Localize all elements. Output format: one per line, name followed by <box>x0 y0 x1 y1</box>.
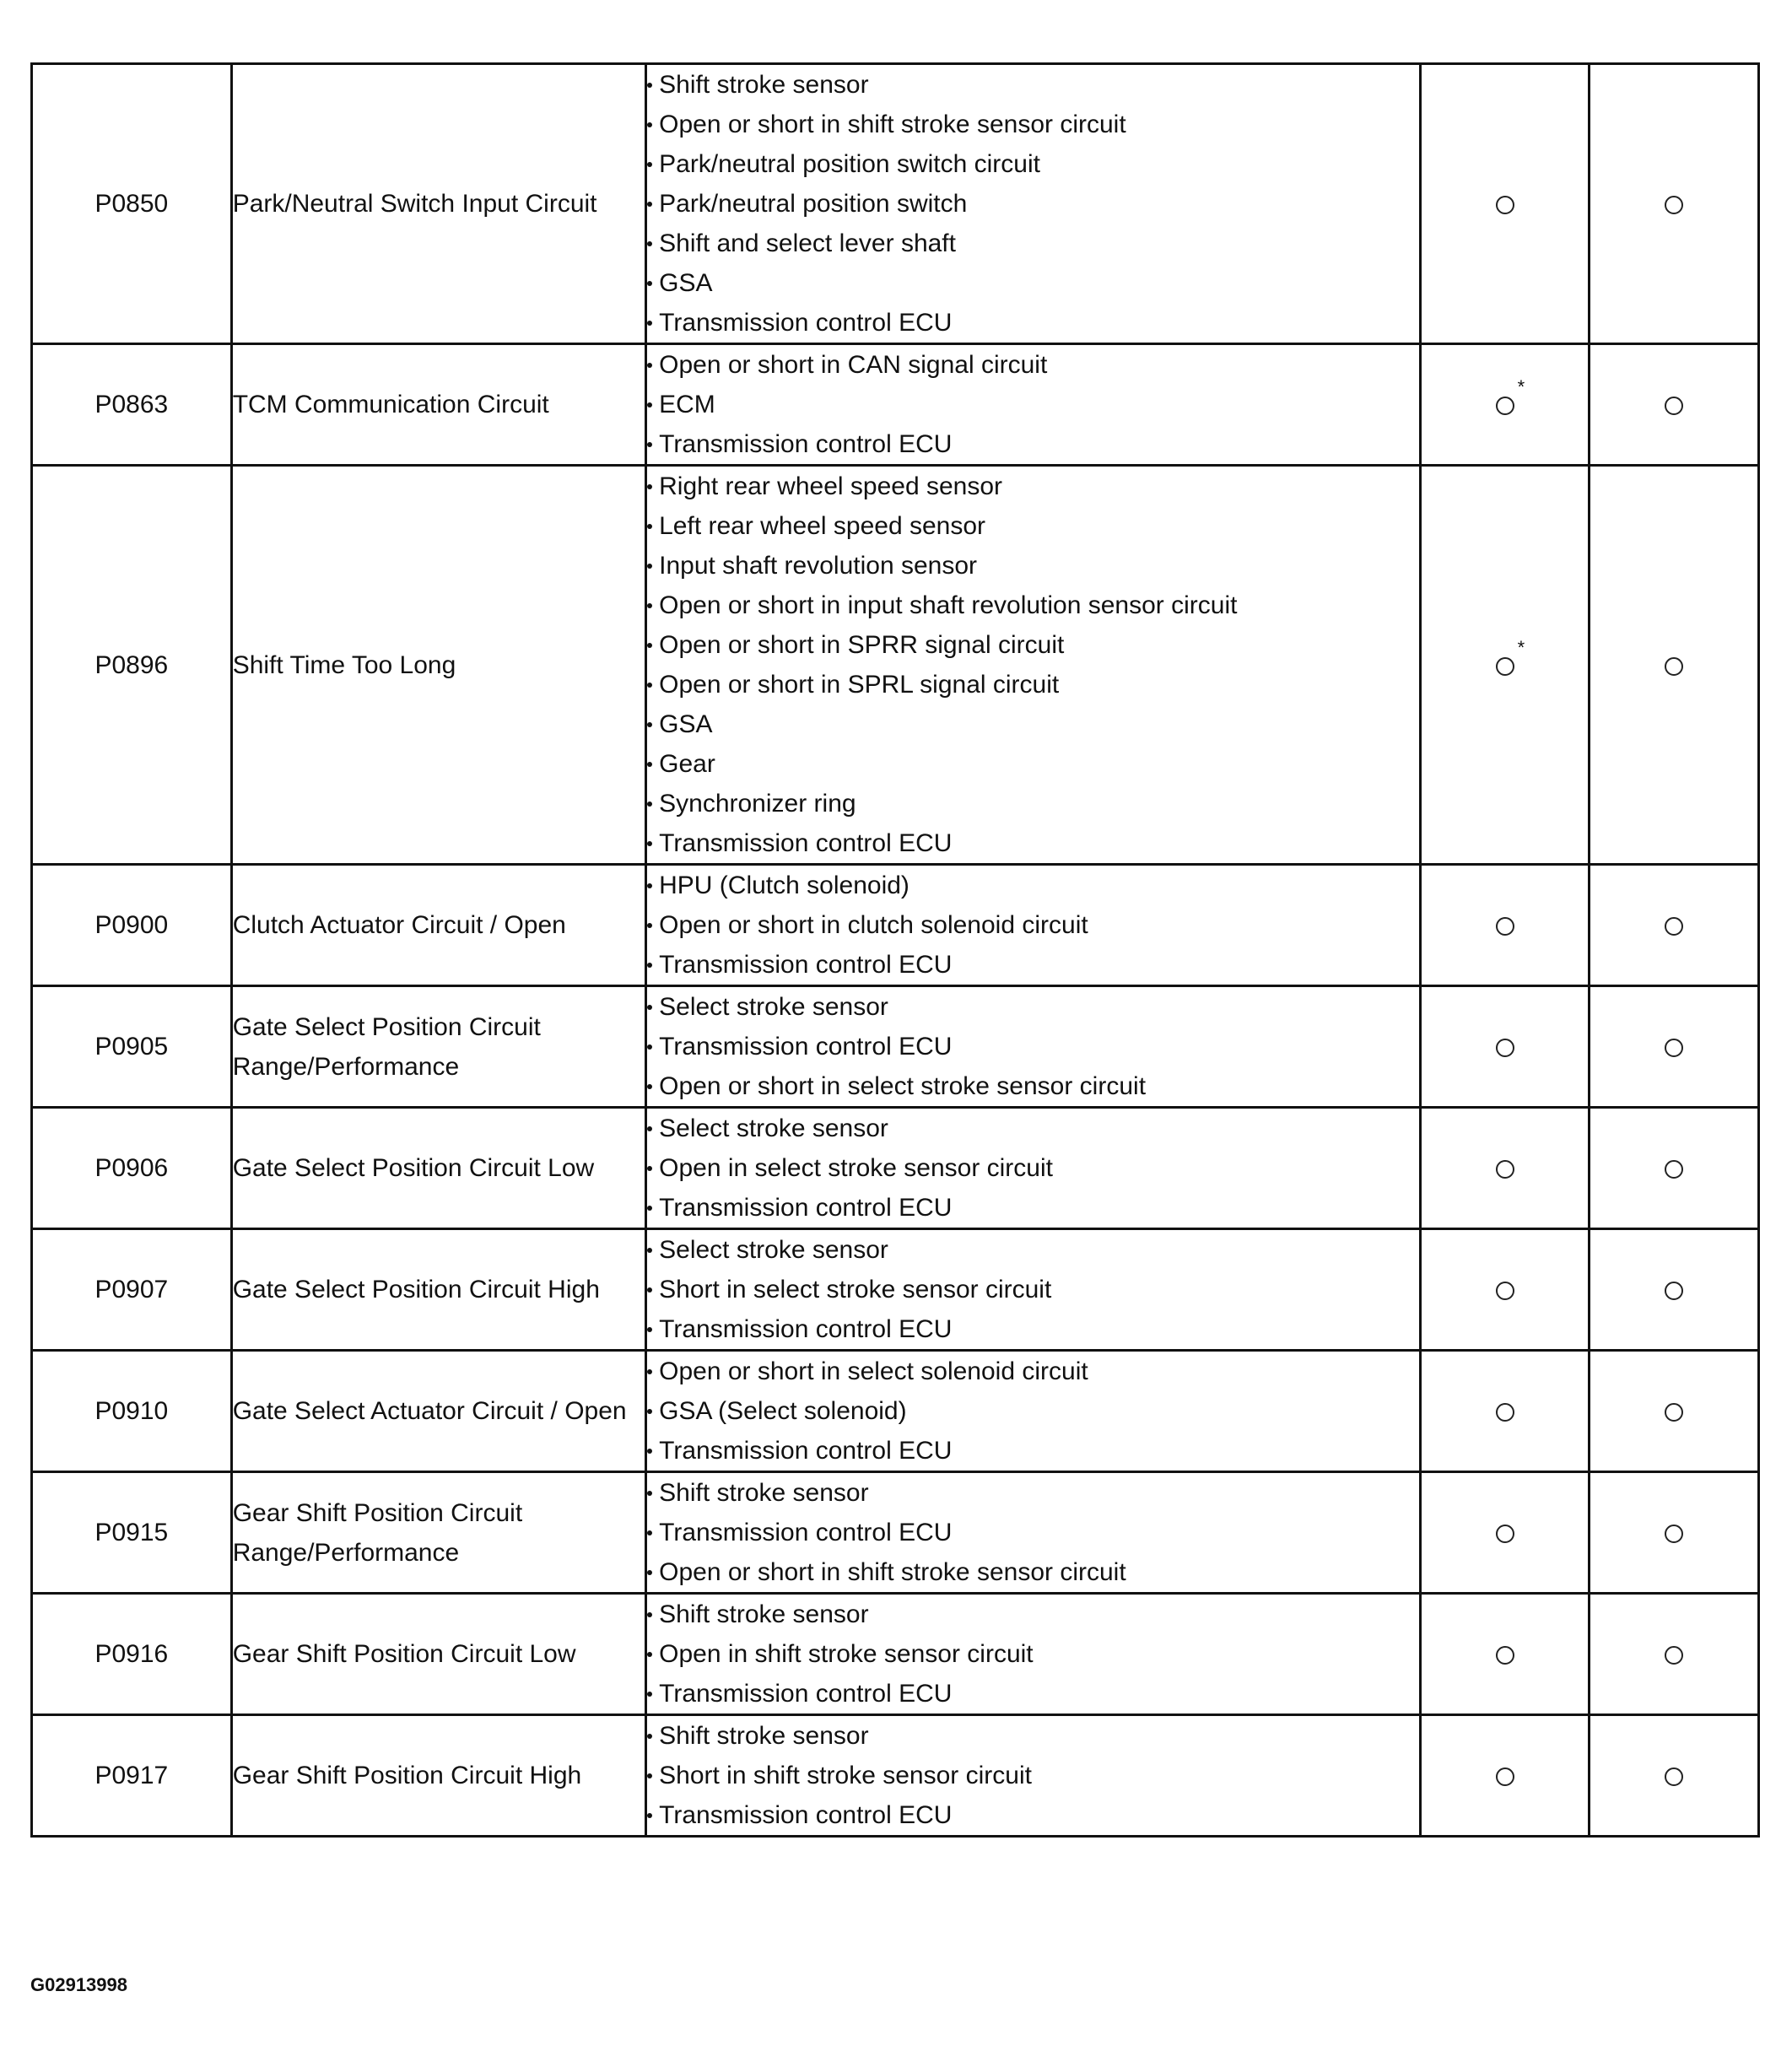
bullet-icon <box>647 402 652 407</box>
table-row <box>32 986 1759 1108</box>
list-item <box>647 866 1419 905</box>
list-item <box>647 263 1419 303</box>
bullet-icon <box>647 83 652 88</box>
memory-cell <box>1590 1594 1759 1715</box>
mil-mark <box>1496 376 1525 424</box>
trouble-area-text: Shift stroke sensor <box>659 1600 869 1628</box>
detection-item-cell: Park/Neutral Switch Input Circuit <box>231 64 645 344</box>
bullet-icon <box>647 1327 652 1332</box>
dtc-code-cell: P0905 <box>32 986 232 1108</box>
bullet-icon <box>647 202 652 207</box>
list-item <box>647 546 1419 586</box>
circle-icon <box>1496 196 1514 214</box>
mil-mark <box>1496 1270 1514 1309</box>
bullet-icon <box>647 963 652 968</box>
trouble-area-text: Shift stroke sensor <box>659 71 869 99</box>
circle-icon <box>1665 1646 1683 1665</box>
list-item <box>647 467 1419 506</box>
trouble-area-text: Transmission control ECU <box>659 309 953 337</box>
bullet-icon <box>647 1692 652 1697</box>
list-item <box>647 625 1419 665</box>
bullet-icon <box>647 122 652 127</box>
trouble-area-text: Open in select stroke sensor circuit <box>659 1154 1053 1182</box>
bullet-icon <box>647 1652 652 1657</box>
circle-icon <box>1665 1282 1683 1300</box>
memory-cell <box>1590 64 1759 344</box>
bullet-icon <box>647 484 652 489</box>
circle-icon <box>1665 1525 1683 1543</box>
list-item <box>647 704 1419 744</box>
detection-item-cell: Gate Select Actuator Circuit / Open <box>231 1351 645 1472</box>
trouble-area-text: Short in shift stroke sensor circuit <box>659 1762 1032 1789</box>
detection-item-cell: Clutch Actuator Circuit / Open <box>231 865 645 986</box>
trouble-area-text: Transmission control ECU <box>659 951 953 979</box>
trouble-area-text: HPU (Clutch solenoid) <box>659 872 909 899</box>
list-item <box>647 1309 1419 1349</box>
list-item <box>647 1066 1419 1106</box>
table-row <box>32 1715 1759 1837</box>
table-row <box>32 1594 1759 1715</box>
list-item <box>647 1352 1419 1391</box>
list-item <box>647 65 1419 105</box>
list-item <box>647 665 1419 704</box>
trouble-area-cell <box>646 466 1421 865</box>
trouble-area-cell <box>646 1594 1421 1715</box>
dtc-table <box>30 62 1760 1838</box>
table-row <box>32 1229 1759 1351</box>
detection-item-cell: Gear Shift Position Circuit High <box>231 1715 645 1837</box>
bullet-icon <box>647 162 652 167</box>
trouble-area-text: Shift and select lever shaft <box>659 229 956 257</box>
list-item <box>647 424 1419 464</box>
bullet-icon <box>647 1409 652 1414</box>
trouble-area-text: Shift stroke sensor <box>659 1722 869 1750</box>
mil-cell <box>1420 466 1590 865</box>
detection-item-cell: Gate Select Position Circuit Low <box>231 1108 645 1229</box>
trouble-area-cell <box>646 865 1421 986</box>
bullet-icon <box>647 923 652 928</box>
trouble-area-text: Transmission control ECU <box>659 1519 953 1546</box>
trouble-area-text: Open or short in clutch solenoid circuit <box>659 911 1088 939</box>
trouble-area-cell <box>646 1351 1421 1472</box>
figure-id: G02913998 <box>30 1974 127 1995</box>
circle-icon <box>1496 657 1514 676</box>
mil-mark <box>1496 1148 1514 1188</box>
dtc-code-cell: P0896 <box>32 466 232 865</box>
list-item <box>647 987 1419 1027</box>
bullet-icon <box>647 1570 652 1575</box>
trouble-area-text: Open or short in select solenoid circuit <box>659 1357 1088 1385</box>
circle-icon <box>1665 1403 1683 1422</box>
bullet-icon <box>647 883 652 888</box>
list-item <box>647 1473 1419 1513</box>
bullet-icon <box>647 1005 652 1010</box>
bullet-icon <box>647 762 652 767</box>
trouble-area-text: GSA <box>659 269 713 297</box>
trouble-area-text: Open or short in input shaft revolution sensor circuit <box>659 591 1238 619</box>
detection-item-cell: Gear Shift Position Circuit Range/Performance <box>231 1472 645 1594</box>
trouble-area-text: Park/neutral position switch <box>659 190 968 218</box>
trouble-area-list <box>647 866 1419 985</box>
trouble-area-list <box>647 345 1419 464</box>
bullet-icon <box>647 1369 652 1374</box>
dtc-code-cell: P0915 <box>32 1472 232 1594</box>
table-row <box>32 64 1759 344</box>
list-item <box>647 1027 1419 1066</box>
bullet-icon <box>647 564 652 569</box>
trouble-area-cell <box>646 1715 1421 1837</box>
memory-cell <box>1590 1108 1759 1229</box>
circle-icon <box>1496 1039 1514 1057</box>
table-row <box>32 344 1759 466</box>
bullet-icon <box>647 1612 652 1617</box>
list-item <box>647 945 1419 985</box>
bullet-icon <box>647 1287 652 1293</box>
list-item <box>647 385 1419 424</box>
list-item <box>647 1148 1419 1188</box>
trouble-area-text: Gear <box>659 750 715 778</box>
mil-cell <box>1420 986 1590 1108</box>
list-item <box>647 586 1419 625</box>
bullet-icon <box>647 1449 652 1454</box>
bullet-icon <box>647 363 652 368</box>
circle-icon <box>1496 1403 1514 1422</box>
trouble-area-text: Transmission control ECU <box>659 1437 953 1465</box>
mil-cell <box>1420 865 1590 986</box>
list-item <box>647 303 1419 343</box>
trouble-area-cell <box>646 1472 1421 1594</box>
table-row <box>32 1108 1759 1229</box>
mil-mark <box>1496 184 1514 224</box>
list-item <box>647 1634 1419 1674</box>
trouble-area-cell <box>646 986 1421 1108</box>
mil-note: * <box>1517 376 1525 397</box>
mil-mark <box>1496 1391 1514 1431</box>
bullet-icon <box>647 281 652 286</box>
mil-cell <box>1420 344 1590 466</box>
list-item <box>647 1674 1419 1714</box>
mil-cell <box>1420 1715 1590 1837</box>
list-item <box>647 784 1419 823</box>
dtc-code-cell: P0917 <box>32 1715 232 1837</box>
bullet-icon <box>647 683 652 688</box>
bullet-icon <box>647 1734 652 1739</box>
trouble-area-text: Open or short in select stroke sensor circuit <box>659 1072 1147 1100</box>
trouble-area-list <box>647 65 1419 343</box>
list-item <box>647 105 1419 144</box>
mil-mark <box>1496 1027 1514 1066</box>
dtc-code-cell: P0910 <box>32 1351 232 1472</box>
list-item <box>647 184 1419 224</box>
bullet-icon <box>647 241 652 246</box>
dtc-code-cell: P0907 <box>32 1229 232 1351</box>
list-item <box>647 345 1419 385</box>
circle-icon <box>1496 1525 1514 1543</box>
memory-cell <box>1590 1715 1759 1837</box>
memory-cell <box>1590 1472 1759 1594</box>
circle-icon <box>1496 1160 1514 1179</box>
list-item <box>647 1595 1419 1634</box>
trouble-area-text: Transmission control ECU <box>659 430 953 458</box>
list-item <box>647 1431 1419 1471</box>
trouble-area-text: Left rear wheel speed sensor <box>659 512 986 540</box>
memory-cell <box>1590 344 1759 466</box>
detection-item-cell: Gate Select Position Circuit High <box>231 1229 645 1351</box>
bullet-icon <box>647 801 652 807</box>
table-row <box>32 466 1759 865</box>
trouble-area-list <box>647 1716 1419 1835</box>
table-row <box>32 1472 1759 1594</box>
circle-icon <box>1496 917 1514 936</box>
circle-icon <box>1496 1767 1514 1786</box>
list-item <box>647 224 1419 263</box>
trouble-area-text: Shift stroke sensor <box>659 1479 869 1507</box>
memory-cell <box>1590 1229 1759 1351</box>
bullet-icon <box>647 321 652 326</box>
bullet-icon <box>647 643 652 648</box>
list-item <box>647 1716 1419 1756</box>
trouble-area-text: Select stroke sensor <box>659 1236 888 1264</box>
list-item <box>647 823 1419 863</box>
trouble-area-text: Select stroke sensor <box>659 1114 888 1142</box>
circle-icon <box>1665 1160 1683 1179</box>
bullet-icon <box>647 524 652 529</box>
mil-mark <box>1496 636 1525 685</box>
dtc-code-cell: P0850 <box>32 64 232 344</box>
circle-icon <box>1665 657 1683 676</box>
list-item <box>647 144 1419 184</box>
trouble-area-text: Open or short in SPRR signal circuit <box>659 631 1065 659</box>
trouble-area-text: GSA <box>659 710 713 738</box>
mil-mark <box>1496 1634 1514 1674</box>
circle-icon <box>1496 1282 1514 1300</box>
list-item <box>647 506 1419 546</box>
list-item <box>647 1513 1419 1552</box>
circle-icon <box>1496 1646 1514 1665</box>
mil-cell <box>1420 1108 1590 1229</box>
trouble-area-list <box>647 1352 1419 1471</box>
circle-icon <box>1665 1767 1683 1786</box>
bullet-icon <box>647 1248 652 1253</box>
trouble-area-text: Park/neutral position switch circuit <box>659 150 1040 178</box>
memory-cell <box>1590 1351 1759 1472</box>
detection-item-cell: Gear Shift Position Circuit Low <box>231 1594 645 1715</box>
table-row <box>32 865 1759 986</box>
trouble-area-list <box>647 987 1419 1106</box>
memory-cell <box>1590 986 1759 1108</box>
mil-note: * <box>1517 636 1525 658</box>
bullet-icon <box>647 1530 652 1535</box>
circle-icon <box>1665 196 1683 214</box>
bullet-icon <box>647 1491 652 1496</box>
dtc-code-cell: P0916 <box>32 1594 232 1715</box>
bullet-icon <box>647 1813 652 1818</box>
list-item <box>647 1109 1419 1148</box>
trouble-area-text: Open or short in shift stroke sensor circuit <box>659 111 1126 138</box>
trouble-area-text: Short in select stroke sensor circuit <box>659 1276 1052 1303</box>
trouble-area-text: ECM <box>659 391 715 418</box>
trouble-area-cell <box>646 64 1421 344</box>
list-item <box>647 1270 1419 1309</box>
circle-icon <box>1665 917 1683 936</box>
list-item <box>647 1756 1419 1795</box>
list-item <box>647 744 1419 784</box>
trouble-area-text: Transmission control ECU <box>659 829 953 857</box>
trouble-area-text: Transmission control ECU <box>659 1801 953 1829</box>
trouble-area-text: Open or short in CAN signal circuit <box>659 351 1048 379</box>
trouble-area-list <box>647 1230 1419 1349</box>
mil-cell <box>1420 1229 1590 1351</box>
mil-cell <box>1420 1351 1590 1472</box>
memory-cell <box>1590 466 1759 865</box>
trouble-area-cell <box>646 1108 1421 1229</box>
mil-mark <box>1496 905 1514 945</box>
dtc-code-cell: P0900 <box>32 865 232 986</box>
trouble-area-cell <box>646 1229 1421 1351</box>
trouble-area-text: Input shaft revolution sensor <box>659 552 978 580</box>
trouble-area-text: Transmission control ECU <box>659 1033 953 1060</box>
list-item <box>647 1230 1419 1270</box>
bullet-icon <box>647 442 652 447</box>
trouble-area-text: Transmission control ECU <box>659 1680 953 1708</box>
bullet-icon <box>647 722 652 727</box>
list-item <box>647 905 1419 945</box>
circle-icon <box>1665 1039 1683 1057</box>
bullet-icon <box>647 1044 652 1050</box>
trouble-area-cell <box>646 344 1421 466</box>
trouble-area-text: Open in shift stroke sensor circuit <box>659 1640 1034 1668</box>
bullet-icon <box>647 1084 652 1089</box>
table-row <box>32 1351 1759 1472</box>
trouble-area-text: Synchronizer ring <box>659 790 856 818</box>
bullet-icon <box>647 841 652 846</box>
bullet-icon <box>647 1166 652 1171</box>
list-item <box>647 1552 1419 1592</box>
bullet-icon <box>647 1773 652 1778</box>
mil-mark <box>1496 1756 1514 1795</box>
circle-icon <box>1665 397 1683 415</box>
trouble-area-text: Open or short in SPRL signal circuit <box>659 671 1060 699</box>
trouble-area-list <box>647 467 1419 863</box>
detection-item-cell: Shift Time Too Long <box>231 466 645 865</box>
trouble-area-text: Open or short in shift stroke sensor circuit <box>659 1558 1126 1586</box>
dtc-table-body <box>32 64 1759 1837</box>
trouble-area-text: Transmission control ECU <box>659 1315 953 1343</box>
circle-icon <box>1496 397 1514 415</box>
list-item <box>647 1391 1419 1431</box>
trouble-area-text: GSA (Select solenoid) <box>659 1397 907 1425</box>
trouble-area-text: Select stroke sensor <box>659 993 888 1021</box>
list-item <box>647 1795 1419 1835</box>
mil-cell <box>1420 1594 1590 1715</box>
bullet-icon <box>647 1126 652 1131</box>
dtc-code-cell: P0906 <box>32 1108 232 1229</box>
detection-item-cell: Gate Select Position Circuit Range/Performance <box>231 986 645 1108</box>
trouble-area-list <box>647 1595 1419 1714</box>
trouble-area-list <box>647 1109 1419 1228</box>
trouble-area-list <box>647 1473 1419 1592</box>
mil-mark <box>1496 1513 1514 1552</box>
trouble-area-text: Transmission control ECU <box>659 1194 953 1222</box>
detection-item-cell: TCM Communication Circuit <box>231 344 645 466</box>
bullet-icon <box>647 1206 652 1211</box>
dtc-code-cell: P0863 <box>32 344 232 466</box>
list-item <box>647 1188 1419 1228</box>
bullet-icon <box>647 603 652 608</box>
mil-cell <box>1420 1472 1590 1594</box>
mil-cell <box>1420 64 1590 344</box>
memory-cell <box>1590 865 1759 986</box>
trouble-area-text: Right rear wheel speed sensor <box>659 472 1003 500</box>
